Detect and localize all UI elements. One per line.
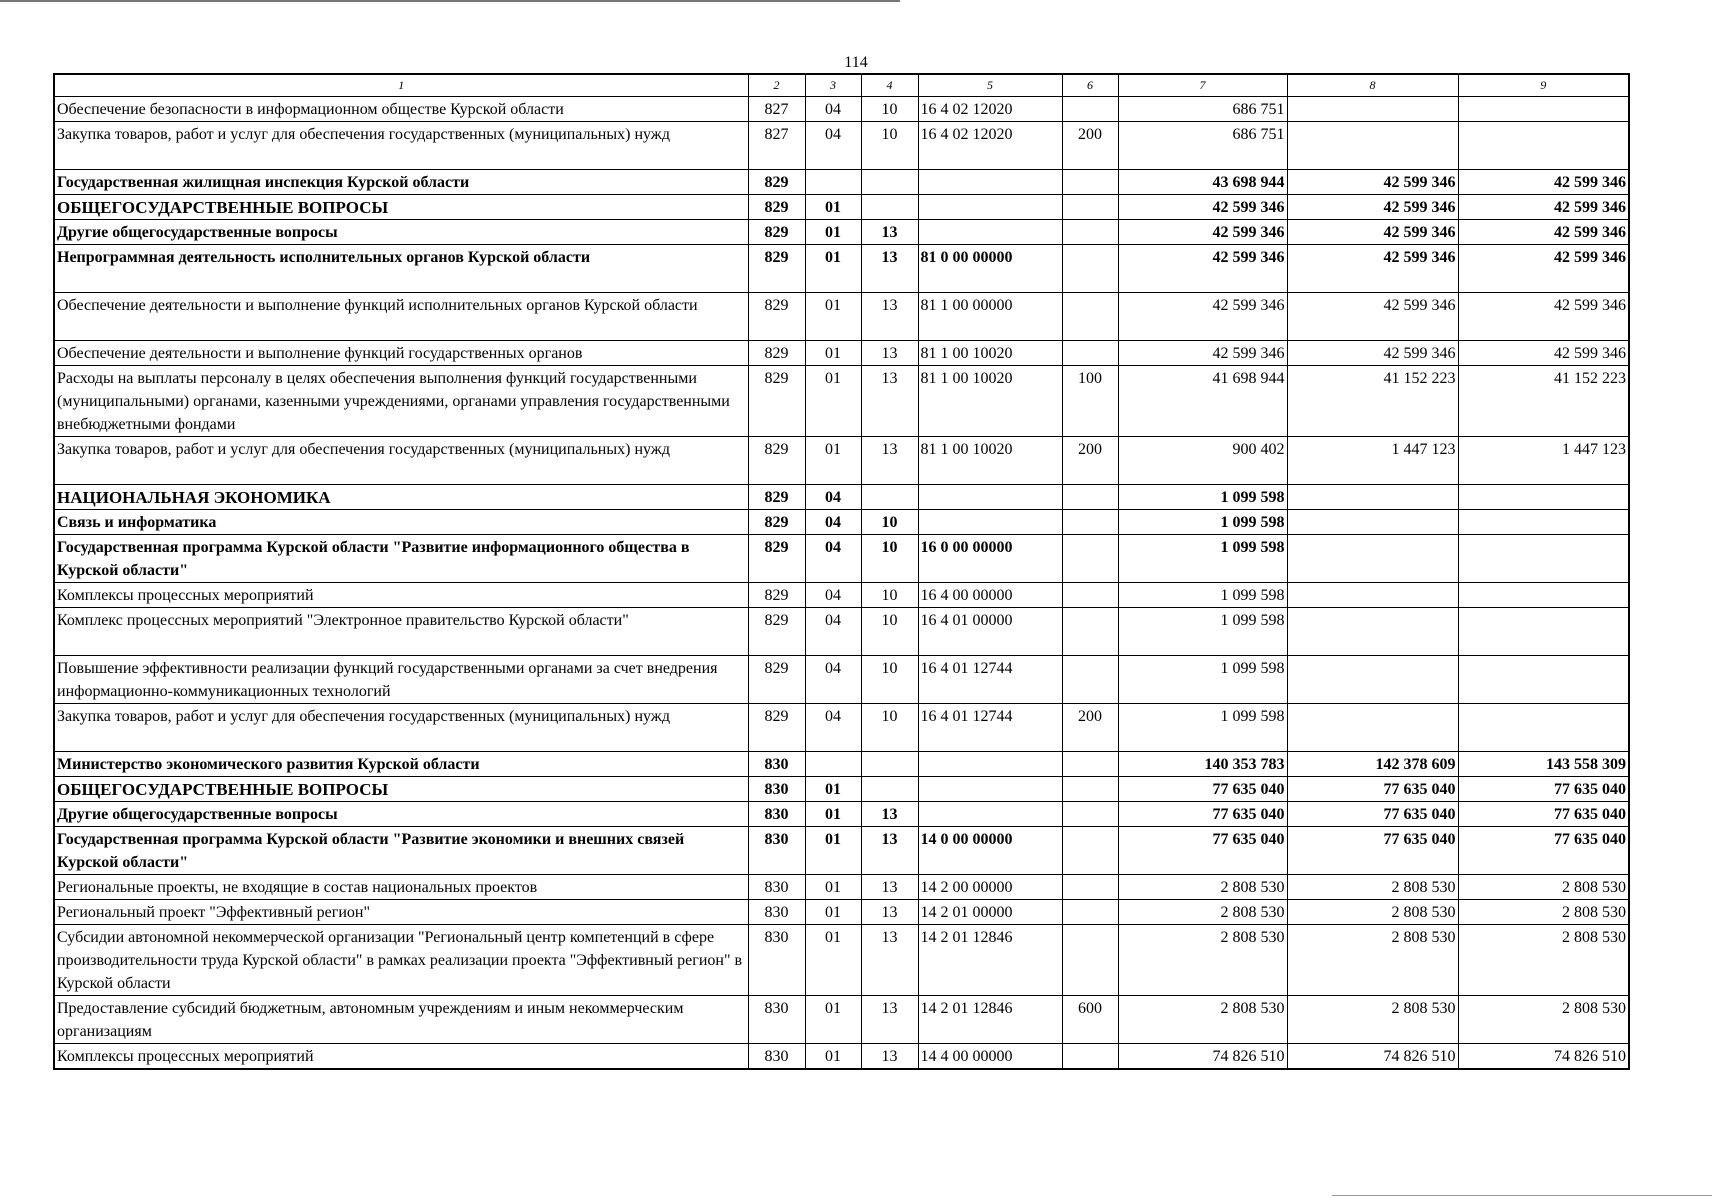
amount-col8-cell: 42 599 346 [1287, 341, 1458, 366]
expense-type-cell [1062, 245, 1118, 293]
table-row [54, 366, 1629, 437]
table-row [54, 583, 1629, 608]
row-name-cell: Обеспечение безопасности в информационном обществе Курской области [54, 97, 748, 122]
amount-col9-cell: 42 599 346 [1458, 245, 1629, 293]
amount-col8-cell: 2 808 530 [1287, 996, 1458, 1044]
column-header: 1 [54, 74, 748, 97]
amount-col7-cell: 1 099 598 [1118, 583, 1287, 608]
amount-col8-cell: 41 152 223 [1287, 366, 1458, 437]
subsection-code-cell: 10 [861, 583, 918, 608]
target-article-cell: 14 2 00 00000 [918, 875, 1062, 900]
expense-type-cell [1062, 900, 1118, 925]
section-code-cell: 01 [805, 220, 861, 245]
target-article-cell [918, 195, 1062, 220]
expense-type-cell [1062, 1044, 1118, 1070]
target-article-cell: 14 2 01 12846 [918, 925, 1062, 996]
ministry-code-cell: 829 [748, 293, 805, 341]
amount-col7-cell: 1 099 598 [1118, 656, 1287, 704]
target-article-cell: 16 4 02 12020 [918, 122, 1062, 170]
amount-col9-cell: 2 808 530 [1458, 900, 1629, 925]
table-row [54, 220, 1629, 245]
row-name-cell: Обеспечение деятельности и выполнение функций государственных органов [54, 341, 748, 366]
row-name-cell: Комплекс процессных мероприятий "Электронное правительство Курской области" [54, 608, 748, 656]
expense-type-cell: 200 [1062, 437, 1118, 485]
section-code-cell: 04 [805, 485, 861, 510]
ministry-code-cell: 830 [748, 802, 805, 827]
table-row [54, 608, 1629, 656]
subsection-code-cell: 13 [861, 802, 918, 827]
subsection-code-cell: 13 [861, 996, 918, 1044]
amount-col8-cell: 74 826 510 [1287, 1044, 1458, 1070]
section-code-cell: 04 [805, 583, 861, 608]
subsection-code-cell [861, 752, 918, 777]
expense-type-cell [1062, 925, 1118, 996]
amount-col8-cell: 77 635 040 [1287, 777, 1458, 802]
amount-col7-cell: 41 698 944 [1118, 366, 1287, 437]
amount-col8-cell: 77 635 040 [1287, 827, 1458, 875]
ministry-code-cell: 827 [748, 122, 805, 170]
amount-col9-cell: 42 599 346 [1458, 170, 1629, 195]
table-row [54, 875, 1629, 900]
amount-col9-cell: 1 447 123 [1458, 437, 1629, 485]
amount-col7-cell: 900 402 [1118, 437, 1287, 485]
target-article-cell [918, 510, 1062, 535]
ministry-code-cell: 830 [748, 925, 805, 996]
subsection-code-cell: 13 [861, 1044, 918, 1070]
target-article-cell [918, 777, 1062, 802]
row-name-cell: Закупка товаров, работ и услуг для обеспечения государственных (муниципальных) нужд [54, 122, 748, 170]
scan-edge-line-top [0, 0, 900, 2]
table-row [54, 510, 1629, 535]
table-row [54, 122, 1629, 170]
amount-col7-cell: 1 099 598 [1118, 704, 1287, 752]
subsection-code-cell [861, 170, 918, 195]
section-code-cell: 04 [805, 656, 861, 704]
ministry-code-cell: 830 [748, 752, 805, 777]
ministry-code-cell: 830 [748, 900, 805, 925]
subsection-code-cell: 13 [861, 875, 918, 900]
amount-col7-cell: 1 099 598 [1118, 608, 1287, 656]
section-code-cell: 01 [805, 875, 861, 900]
amount-col7-cell: 2 808 530 [1118, 875, 1287, 900]
table-row [54, 1044, 1629, 1070]
subsection-code-cell: 13 [861, 293, 918, 341]
amount-col9-cell [1458, 583, 1629, 608]
amount-col9-cell: 77 635 040 [1458, 777, 1629, 802]
amount-col9-cell: 42 599 346 [1458, 341, 1629, 366]
row-name-cell: Другие общегосударственные вопросы [54, 802, 748, 827]
row-name-cell: Расходы на выплаты персоналу в целях обеспечения выполнения функций государственными (муниципальными) органами, казенными учреждениями, органами управления государственными внебюджетными фондами [54, 366, 748, 437]
amount-col7-cell: 42 599 346 [1118, 220, 1287, 245]
target-article-cell [918, 802, 1062, 827]
ministry-code-cell: 829 [748, 535, 805, 583]
expense-type-cell [1062, 220, 1118, 245]
subsection-code-cell: 10 [861, 704, 918, 752]
subsection-code-cell [861, 485, 918, 510]
table-row [54, 437, 1629, 485]
column-header: 3 [805, 74, 861, 97]
section-code-cell: 04 [805, 608, 861, 656]
target-article-cell: 81 1 00 10020 [918, 341, 1062, 366]
subsection-code-cell: 13 [861, 925, 918, 996]
section-code-cell: 01 [805, 437, 861, 485]
table-row [54, 802, 1629, 827]
amount-col8-cell [1287, 122, 1458, 170]
amount-col9-cell: 42 599 346 [1458, 293, 1629, 341]
amount-col9-cell: 74 826 510 [1458, 1044, 1629, 1070]
table-row [54, 195, 1629, 220]
column-header: 7 [1118, 74, 1287, 97]
section-code-cell: 01 [805, 1044, 861, 1070]
expense-type-cell: 200 [1062, 704, 1118, 752]
row-name-cell: Непрограммная деятельность исполнительных органов Курской области [54, 245, 748, 293]
subsection-code-cell: 13 [861, 245, 918, 293]
section-code-cell [805, 170, 861, 195]
row-name-cell: Субсидии автономной некоммерческой организации "Региональный центр компетенций в сфере производительности труда Курской области" в рамках реализации проекта "Эффективный регион" в Курской области [54, 925, 748, 996]
ministry-code-cell: 829 [748, 437, 805, 485]
ministry-code-cell: 829 [748, 366, 805, 437]
section-code-cell: 04 [805, 97, 861, 122]
amount-col8-cell: 42 599 346 [1287, 220, 1458, 245]
amount-col7-cell: 42 599 346 [1118, 341, 1287, 366]
ministry-code-cell: 827 [748, 97, 805, 122]
ministry-code-cell: 829 [748, 195, 805, 220]
ministry-code-cell: 829 [748, 341, 805, 366]
target-article-cell: 14 2 01 00000 [918, 900, 1062, 925]
section-code-cell: 01 [805, 996, 861, 1044]
table-row [54, 485, 1629, 510]
table-row [54, 535, 1629, 583]
page-number: 114 [844, 54, 868, 71]
expense-type-cell [1062, 293, 1118, 341]
subsection-code-cell: 13 [861, 341, 918, 366]
amount-col8-cell [1287, 608, 1458, 656]
amount-col9-cell [1458, 704, 1629, 752]
section-code-cell: 01 [805, 293, 861, 341]
amount-col9-cell [1458, 485, 1629, 510]
amount-col7-cell: 77 635 040 [1118, 802, 1287, 827]
amount-col8-cell: 42 599 346 [1287, 293, 1458, 341]
subsection-code-cell: 13 [861, 437, 918, 485]
row-name-cell: ОБЩЕГОСУДАРСТВЕННЫЕ ВОПРОСЫ [54, 777, 748, 802]
table-row [54, 293, 1629, 341]
section-code-cell: 01 [805, 777, 861, 802]
subsection-code-cell: 10 [861, 122, 918, 170]
amount-col8-cell: 2 808 530 [1287, 900, 1458, 925]
target-article-cell: 14 4 00 00000 [918, 1044, 1062, 1070]
subsection-code-cell: 10 [861, 656, 918, 704]
target-article-cell: 81 1 00 10020 [918, 437, 1062, 485]
amount-col8-cell: 1 447 123 [1287, 437, 1458, 485]
column-header: 2 [748, 74, 805, 97]
subsection-code-cell [861, 777, 918, 802]
expense-type-cell: 600 [1062, 996, 1118, 1044]
amount-col9-cell [1458, 535, 1629, 583]
section-code-cell: 01 [805, 925, 861, 996]
column-header: 5 [918, 74, 1062, 97]
amount-col9-cell: 143 558 309 [1458, 752, 1629, 777]
table-row [54, 996, 1629, 1044]
expense-type-cell [1062, 875, 1118, 900]
target-article-cell: 14 0 00 00000 [918, 827, 1062, 875]
amount-col8-cell [1287, 656, 1458, 704]
expense-type-cell [1062, 485, 1118, 510]
subsection-code-cell: 13 [861, 220, 918, 245]
ministry-code-cell: 830 [748, 996, 805, 1044]
ministry-code-cell: 830 [748, 875, 805, 900]
amount-col7-cell: 1 099 598 [1118, 510, 1287, 535]
table-row [54, 900, 1629, 925]
expense-type-cell [1062, 97, 1118, 122]
expense-type-cell [1062, 802, 1118, 827]
section-code-cell: 04 [805, 535, 861, 583]
target-article-cell: 16 4 00 00000 [918, 583, 1062, 608]
amount-col8-cell: 42 599 346 [1287, 170, 1458, 195]
amount-col8-cell [1287, 510, 1458, 535]
section-code-cell: 01 [805, 245, 861, 293]
section-code-cell: 01 [805, 900, 861, 925]
amount-col9-cell: 2 808 530 [1458, 875, 1629, 900]
scan-edge-line-bottom [1332, 1195, 1712, 1196]
amount-col9-cell: 42 599 346 [1458, 195, 1629, 220]
amount-col7-cell: 686 751 [1118, 97, 1287, 122]
column-header: 9 [1458, 74, 1629, 97]
table-row [54, 777, 1629, 802]
amount-col8-cell [1287, 97, 1458, 122]
table-row [54, 97, 1629, 122]
amount-col9-cell: 42 599 346 [1458, 220, 1629, 245]
ministry-code-cell: 829 [748, 170, 805, 195]
expense-type-cell [1062, 510, 1118, 535]
amount-col8-cell: 42 599 346 [1287, 195, 1458, 220]
row-name-cell: Региональные проекты, не входящие в состав национальных проектов [54, 875, 748, 900]
table-row [54, 704, 1629, 752]
amount-col8-cell: 2 808 530 [1287, 925, 1458, 996]
expense-type-cell [1062, 535, 1118, 583]
ministry-code-cell: 829 [748, 656, 805, 704]
row-name-cell: Закупка товаров, работ и услуг для обеспечения государственных (муниципальных) нужд [54, 437, 748, 485]
subsection-code-cell: 10 [861, 97, 918, 122]
expense-type-cell [1062, 341, 1118, 366]
row-name-cell: ОБЩЕГОСУДАРСТВЕННЫЕ ВОПРОСЫ [54, 195, 748, 220]
subsection-code-cell: 10 [861, 608, 918, 656]
target-article-cell [918, 220, 1062, 245]
amount-col8-cell: 2 808 530 [1287, 875, 1458, 900]
row-name-cell: Повышение эффективности реализации функций государственными органами за счет внедрения информационно-коммуникационных технологий [54, 656, 748, 704]
ministry-code-cell: 829 [748, 704, 805, 752]
expense-type-cell [1062, 170, 1118, 195]
amount-col7-cell: 42 599 346 [1118, 195, 1287, 220]
target-article-cell: 81 0 00 00000 [918, 245, 1062, 293]
row-name-cell: Предоставление субсидий бюджетным, автономным учреждениям и иным некоммерческим организациям [54, 996, 748, 1044]
amount-col8-cell [1287, 704, 1458, 752]
table-row [54, 341, 1629, 366]
ministry-code-cell: 829 [748, 608, 805, 656]
row-name-cell: Государственная программа Курской области "Развитие экономики и внешних связей Курской области" [54, 827, 748, 875]
target-article-cell [918, 752, 1062, 777]
target-article-cell [918, 485, 1062, 510]
subsection-code-cell: 13 [861, 900, 918, 925]
target-article-cell: 16 4 01 12744 [918, 704, 1062, 752]
ministry-code-cell: 829 [748, 510, 805, 535]
ministry-code-cell: 829 [748, 245, 805, 293]
expense-type-cell: 200 [1062, 122, 1118, 170]
amount-col8-cell [1287, 485, 1458, 510]
amount-col8-cell [1287, 583, 1458, 608]
subsection-code-cell: 13 [861, 827, 918, 875]
section-code-cell [805, 752, 861, 777]
row-name-cell: Другие общегосударственные вопросы [54, 220, 748, 245]
amount-col8-cell [1287, 535, 1458, 583]
section-code-cell: 01 [805, 341, 861, 366]
column-header: 6 [1062, 74, 1118, 97]
amount-col7-cell: 43 698 944 [1118, 170, 1287, 195]
ministry-code-cell: 829 [748, 583, 805, 608]
amount-col9-cell: 2 808 530 [1458, 996, 1629, 1044]
column-header: 8 [1287, 74, 1458, 97]
amount-col8-cell: 77 635 040 [1287, 802, 1458, 827]
target-article-cell [918, 170, 1062, 195]
amount-col8-cell: 142 378 609 [1287, 752, 1458, 777]
amount-col7-cell: 77 635 040 [1118, 777, 1287, 802]
column-header: 4 [861, 74, 918, 97]
amount-col7-cell: 686 751 [1118, 122, 1287, 170]
subsection-code-cell [861, 195, 918, 220]
expense-type-cell [1062, 827, 1118, 875]
amount-col9-cell: 2 808 530 [1458, 925, 1629, 996]
row-name-cell: НАЦИОНАЛЬНАЯ ЭКОНОМИКА [54, 485, 748, 510]
expense-type-cell [1062, 583, 1118, 608]
amount-col7-cell: 42 599 346 [1118, 245, 1287, 293]
section-code-cell: 04 [805, 122, 861, 170]
amount-col7-cell: 42 599 346 [1118, 293, 1287, 341]
section-code-cell: 01 [805, 827, 861, 875]
amount-col9-cell: 41 152 223 [1458, 366, 1629, 437]
budget-table [53, 73, 1630, 1070]
ministry-code-cell: 829 [748, 220, 805, 245]
row-name-cell: Связь и информатика [54, 510, 748, 535]
amount-col9-cell [1458, 97, 1629, 122]
expense-type-cell [1062, 752, 1118, 777]
amount-col9-cell [1458, 656, 1629, 704]
table-header-row [54, 74, 1629, 97]
target-article-cell: 16 0 00 00000 [918, 535, 1062, 583]
amount-col8-cell: 42 599 346 [1287, 245, 1458, 293]
amount-col7-cell: 140 353 783 [1118, 752, 1287, 777]
amount-col7-cell: 77 635 040 [1118, 827, 1287, 875]
ministry-code-cell: 829 [748, 485, 805, 510]
row-name-cell: Закупка товаров, работ и услуг для обеспечения государственных (муниципальных) нужд [54, 704, 748, 752]
row-name-cell: Обеспечение деятельности и выполнение функций исполнительных органов Курской области [54, 293, 748, 341]
amount-col7-cell: 2 808 530 [1118, 900, 1287, 925]
amount-col7-cell: 1 099 598 [1118, 535, 1287, 583]
target-article-cell: 16 4 01 00000 [918, 608, 1062, 656]
ministry-code-cell: 830 [748, 1044, 805, 1070]
section-code-cell: 01 [805, 802, 861, 827]
expense-type-cell [1062, 608, 1118, 656]
subsection-code-cell: 10 [861, 510, 918, 535]
row-name-cell: Комплексы процессных мероприятий [54, 583, 748, 608]
table-row [54, 752, 1629, 777]
expense-type-cell [1062, 195, 1118, 220]
target-article-cell: 16 4 01 12744 [918, 656, 1062, 704]
amount-col7-cell: 2 808 530 [1118, 925, 1287, 996]
expense-type-cell [1062, 777, 1118, 802]
amount-col9-cell: 77 635 040 [1458, 802, 1629, 827]
expense-type-cell [1062, 656, 1118, 704]
amount-col9-cell: 77 635 040 [1458, 827, 1629, 875]
table-row [54, 656, 1629, 704]
row-name-cell: Министерство экономического развития Курской области [54, 752, 748, 777]
section-code-cell: 04 [805, 510, 861, 535]
target-article-cell: 14 2 01 12846 [918, 996, 1062, 1044]
table-row [54, 245, 1629, 293]
target-article-cell: 81 1 00 00000 [918, 293, 1062, 341]
amount-col7-cell: 1 099 598 [1118, 485, 1287, 510]
target-article-cell: 81 1 00 10020 [918, 366, 1062, 437]
section-code-cell: 01 [805, 366, 861, 437]
amount-col9-cell [1458, 122, 1629, 170]
amount-col9-cell [1458, 608, 1629, 656]
row-name-cell: Государственная программа Курской области "Развитие информационного общества в Курской области" [54, 535, 748, 583]
ministry-code-cell: 830 [748, 827, 805, 875]
subsection-code-cell: 13 [861, 366, 918, 437]
amount-col7-cell: 74 826 510 [1118, 1044, 1287, 1070]
table-row [54, 827, 1629, 875]
section-code-cell: 04 [805, 704, 861, 752]
expense-type-cell: 100 [1062, 366, 1118, 437]
section-code-cell: 01 [805, 195, 861, 220]
amount-col9-cell [1458, 510, 1629, 535]
table-row [54, 925, 1629, 996]
row-name-cell: Комплексы процессных мероприятий [54, 1044, 748, 1070]
amount-col7-cell: 2 808 530 [1118, 996, 1287, 1044]
subsection-code-cell: 10 [861, 535, 918, 583]
table-row [54, 170, 1629, 195]
table-body [54, 97, 1629, 1070]
target-article-cell: 16 4 02 12020 [918, 97, 1062, 122]
row-name-cell: Региональный проект "Эффективный регион" [54, 900, 748, 925]
row-name-cell: Государственная жилищная инспекция Курской области [54, 170, 748, 195]
ministry-code-cell: 830 [748, 777, 805, 802]
